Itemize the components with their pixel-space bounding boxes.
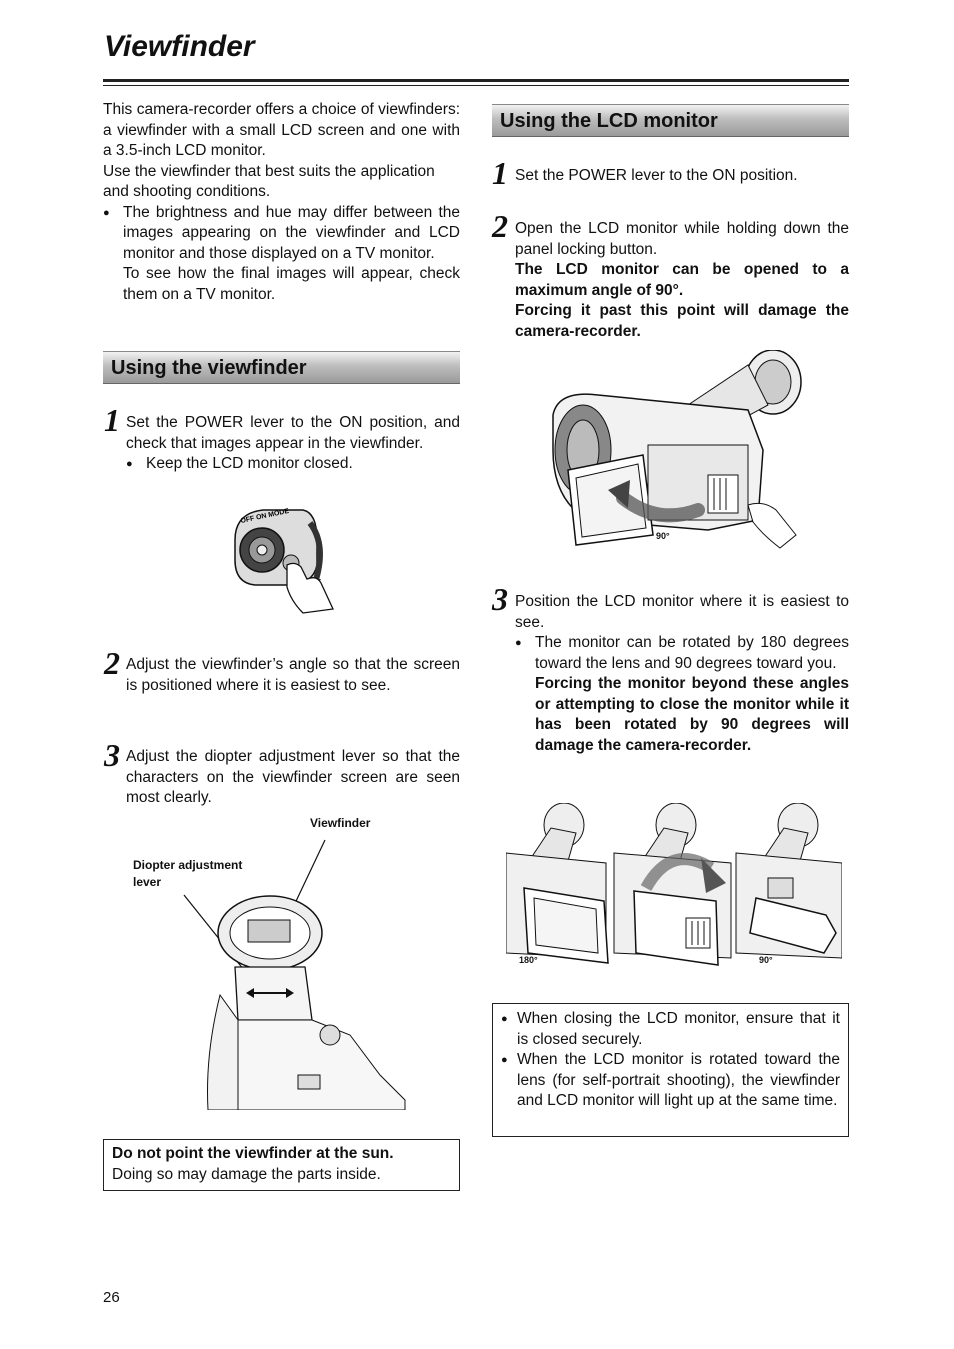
intro-bullet-continuation: To see how the final images will appear, check them on a TV monitor. [123,265,460,303]
bullet-dot-icon: ● [515,637,522,649]
step-1-text: Set the POWER lever to the ON position, and check that images appear in the viewfinder. [126,414,460,452]
power-switch-illustration-icon [225,505,355,617]
fig2-label-right: 90° [759,955,773,965]
lcd-step-3-bold: Forcing the monitor beyond these angles or attempting to close the monitor while it has been rotated by 90 degrees will damage the camera-recorder. [535,675,849,754]
step-number: 3 [492,581,508,617]
intro-paragraph-2: Use the viewfinder that best suits the application and shooting conditions. [103,162,435,200]
section-heading-lcd: Using the LCD monitor [492,104,849,137]
bullet-dot-icon: ● [501,1054,508,1066]
step-number: 3 [104,737,120,773]
step-number: 2 [492,208,508,244]
warning-text: Doing so may damage the parts inside. [112,1165,381,1183]
lcd-step-2-bold-2: Forcing it past this point will damage the camera-recorder. [515,302,849,340]
switch-label: OFF ON MODE [239,507,290,525]
intro-bullet-text: The brightness and hue may differ between the images appearing on the viewfinder and LCD monitor and those displayed on a TV monitor. [123,203,460,262]
lcd-step-3-text: Position the LCD monitor where it is easiest to see. [515,593,849,631]
intro-paragraph-1: This camera-recorder offers a choice of viewfinders: a viewfinder with a small LCD screen and one with a 3.5-inch LCD monitor. [103,101,460,159]
lcd-step-1-text: Set the POWER lever to the ON position. [515,167,798,184]
camera-open-illustration-icon [548,350,806,555]
note-bullet-2 [501,1050,840,1112]
viewfinder-illustration-icon [180,835,410,1110]
warning-box [103,1139,460,1191]
note-bullet-1-text: When closing the LCD monitor, ensure that it is closed securely. [517,1010,840,1048]
title-rule [103,79,849,82]
step-2-text: Adjust the viewfinder’s angle so that the screen is positioned where it is easiest to see. [126,656,460,694]
lcd-step-2 [515,219,849,342]
fig1-label: 90° [656,531,670,541]
step-number: 1 [104,402,120,438]
step-number: 1 [492,155,508,191]
step-3-text: Adjust the diopter adjustment lever so that the characters on the viewfinder screen are seen most clearly. [126,748,460,806]
note-bullet-2-text: When the LCD monitor is rotated toward the lens (for self-portrait shooting), the viewfinder and LCD monitor will light up at the same time. [517,1051,840,1109]
bullet-dot-icon: ● [126,458,133,470]
label-viewfinder: Viewfinder [310,816,371,830]
note-bullet-1 [501,1009,840,1050]
fig2-label-left: 180° [519,955,538,965]
warning-bold-text: Do not point the viewfinder at the sun. [112,1145,394,1162]
page-title: Viewfinder [104,30,255,63]
lcd-step-3 [515,592,849,756]
step-1 [126,413,460,475]
bullet-dot-icon: ● [103,206,110,219]
lcd-step-3-bullet-text: The monitor can be rotated by 180 degrees toward the lens and 90 degrees toward you. [535,634,849,672]
rotation-illustration-icon [506,803,842,968]
step-number: 2 [104,645,120,681]
step-1-bullet [126,454,460,475]
lcd-step-3-bullet [515,633,849,674]
step-1-bullet-text: Keep the LCD monitor closed. [146,455,353,472]
lcd-step-2-text: Open the LCD monitor while holding down the panel locking button. [515,220,849,258]
page-number: 26 [103,1289,120,1306]
intro-bullet [103,203,460,265]
label-diopter: Diopter adjustment lever [133,858,243,889]
bullet-dot-icon: ● [501,1013,508,1025]
section-heading-viewfinder: Using the viewfinder [103,351,460,384]
title-rule-thin [103,85,849,86]
intro-section [103,100,460,305]
lcd-step-2-bold-1: The LCD monitor can be opened to a maximum angle of 90°. [515,261,849,299]
note-box [492,1003,849,1137]
